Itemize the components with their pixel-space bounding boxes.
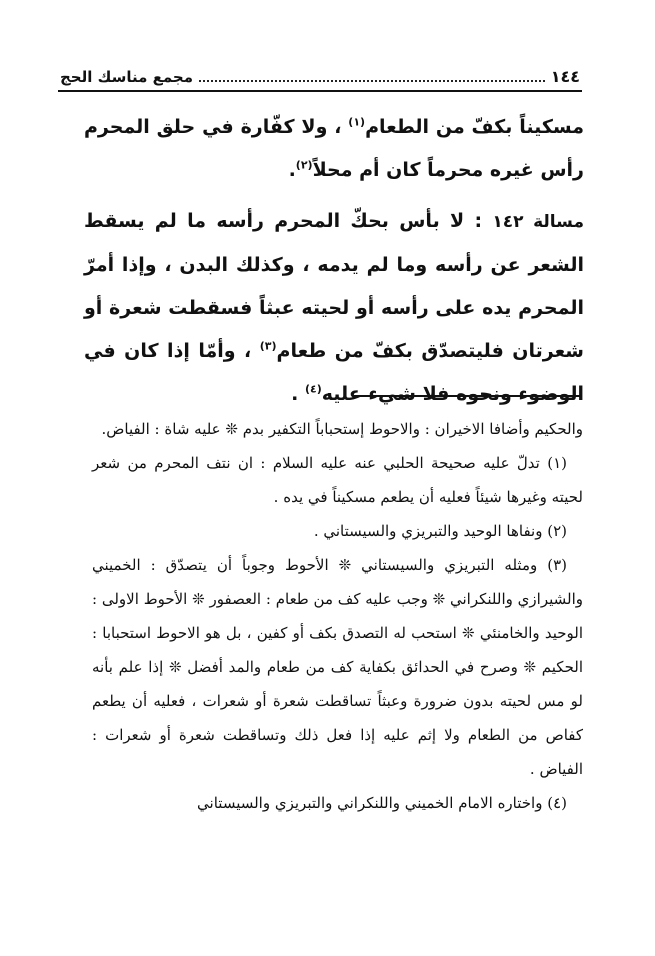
footnote-ref-4: (٤) bbox=[304, 382, 322, 396]
para2-text-2: ، وأمّا إذا كان في الوضوء ونحوه فلا شيء عليه bbox=[84, 340, 584, 405]
footnote-2: (٢) ونفاها الوحيد والتبريزي والسيستاني . bbox=[313, 522, 567, 540]
main-text-block bbox=[84, 106, 584, 416]
main-paragraph-2 bbox=[84, 200, 584, 416]
page-number: ١٤٤ bbox=[550, 67, 580, 86]
running-header bbox=[60, 58, 580, 86]
footnote-ref-3: (٣) bbox=[259, 339, 277, 353]
footnote-1: (١) تدلّ عليه صحيحة الحلبي عنه عليه السلام : ان نتف المحرم من شعر لحيته وغيرها شيئاً فعليه أن يطعم مسكيناً في يده . bbox=[92, 454, 583, 506]
header-rule bbox=[58, 90, 582, 92]
para2-end: . bbox=[291, 383, 305, 405]
footnote-ref-1: (١) bbox=[348, 115, 366, 129]
issue-label: مسالة ١٤٢ bbox=[492, 212, 585, 232]
footnote-separator bbox=[354, 395, 582, 397]
footnote-4: (٤) واختاره الامام الخميني واللنكراني والتبريزي والسيستاني bbox=[197, 794, 567, 812]
book-title: مجمع مناسك الحج bbox=[60, 68, 194, 86]
footnote-ref-2: (٢) bbox=[295, 158, 313, 172]
para2-text: : لا بأس بحكّ المحرم رأسه ما لم يسقط الشعر عن رأسه وما لم يدمه ، وكذلك البدن ، وإذا أمرّ المحرم يده على رأسه أو لحيته عبثاً فسقطت شعرة أو شعرتان فليتصدّق بكفّ من طعام bbox=[84, 210, 584, 362]
para1-text: مسكيناً بكفّ من الطعام bbox=[365, 116, 584, 138]
para1-end: . bbox=[288, 159, 296, 181]
header-dot-leader bbox=[199, 80, 545, 82]
footnotes-block bbox=[92, 412, 583, 820]
footnote-3: (٣) ومثله التبريزي والسيستاني ❊ الأحوط وجوباً أن يتصدّق : الخميني والشيرازي واللنكراني ❊ وجب عليه كف من طعام : العصفور ❊ الأحوط الاولى : الوحيد والخامنئي ❊ استحب له التصدق بكف أو كفين ، بل هو الاحوط استحبابا : الحكيم ❊ وصرح في الحدائق بكفاية كف من طعام والمد أفضل ❊ إذا علم بأنه لو مس لحيته بدون ضرورة وعبثاً تساقطت شعرة أو شعرات ، فعليه أن يطعم كفاص من الطعام ولا إثم عليه إذا فعل ذلك وتساقطت شعرة أو شعرات : الفياض . bbox=[92, 556, 583, 778]
footnote-continuation: والحكيم وأضافا الاخيران : والاحوط إستحباباً التكفير بدم ❊ عليه شاة : الفياض. bbox=[101, 420, 583, 438]
para1-text-2: ، ولا كفّارة في حلق المحرم رأس غيره محرماً كان أم محلاً bbox=[84, 116, 584, 181]
main-paragraph-1 bbox=[84, 106, 584, 192]
